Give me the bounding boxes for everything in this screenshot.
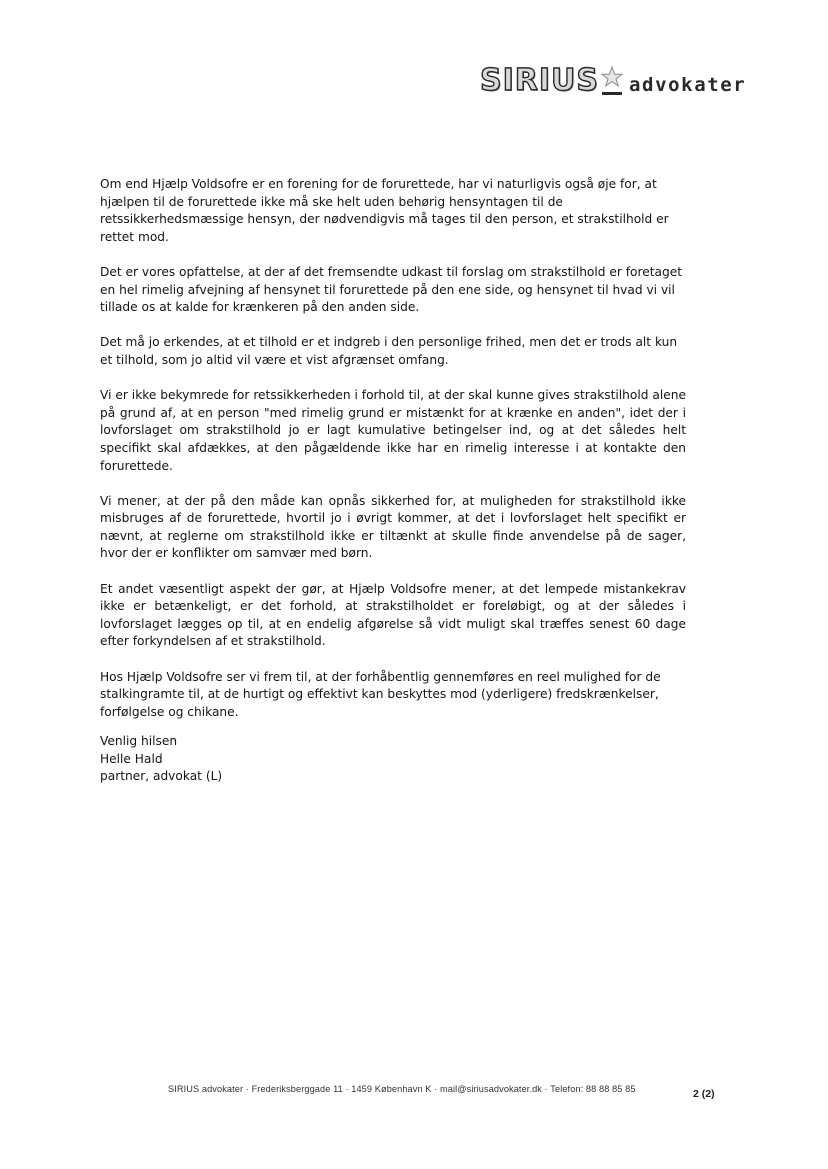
paragraph: Vi mener, at der på den måde kan opnås sikkerhed for, at muligheden for strakstilhold ikke misbruges af de forurettede, hvortil jo i øvrigt kommer, at det i lovforslaget helt specifikt er nævnt, at reglerne om strakstilhold ikke er tiltænkt at skulle finde anvendelse på de sager, hvor der er konflikter om samvær med børn. — [100, 493, 686, 561]
signer-title: partner, advokat (L) — [100, 769, 223, 784]
signature-block — [100, 733, 222, 786]
paragraph: Et andet væsentligt aspekt der gør, at Hjælp Voldsofre mener, at det lempede mistankekrav ikke er betænkeligt, er det forhold, at strakstilholdet er foreløbigt, og at der således i lovforslaget lægges op til, at en endelig afgørelse så vidt muligt skal træffes senest 60 dage efter forkyndelsen af et strakstilhold. — [100, 581, 686, 649]
paragraph: Om end Hjælp Voldsofre er en forening for de forurettede, har vi naturligvis også øje for, at hjælpen til de forurettede ikke må ske helt uden behørig hensyntagen til de retssikkerhedsmæssige hensyn, der nødvendigvis må tages til den person, et strakstilhold er rettet mod. — [100, 177, 669, 244]
logo-subtitle: advokater — [629, 74, 747, 96]
paragraph: Hos Hjælp Voldsofre ser vi frem til, at der forhåbentlig gennemføres en reel mulighed for de stalkingramte til, at de hurtigt og effektivt kan beskyttes mod (yderligere) fredskrænkelser, forfølgelse og chikane. — [100, 669, 661, 719]
signer-name: Helle Hald — [100, 751, 163, 766]
paragraph: Det er vores opfattelse, at der af det fremsendte udkast til forslag om strakstilhold er foretaget en hel rimelig afvejning af hensynet til forurettede på den ene side, og hensynet til hvad vi vil tillade os at kalde for krænkeren på den anden side. — [100, 264, 683, 315]
paragraph: Det må jo erkendes, at et tilhold er et indgreb i den personlige frihed, men det er trods alt kun et tilhold, som jo altid vil være et vist afgrænset omfang. — [100, 335, 678, 367]
footer-contact: SIRIUS advokater · Frederiksberggade 11 · 1459 København K · mail@siriusadvokater.dk · Telefon: 88 88 85 85 — [168, 1084, 636, 1094]
star-icon — [601, 66, 623, 96]
paragraph: Vi er ikke bekymrede for retssikkerheden i forhold til, at der skal kunne gives strakstilhold alene på grund af, at en person "med rimelig grund er mistænkt for at krænke en anden", idet der i lovforslaget om strakstilhold jo er lagt kumulative betingelser ind, og at det således helt specifikt skal afdækkes, at den pågældende ikke har en rimelig interesse i at kontakte den forurettede. — [100, 388, 686, 473]
logo-wordmark: SIRIUS — [480, 63, 599, 98]
letter-body — [100, 176, 686, 739]
sirius-logo — [480, 63, 747, 98]
page-number: 2 (2) — [693, 1088, 715, 1100]
greeting: Venlig hilsen — [100, 734, 178, 748]
